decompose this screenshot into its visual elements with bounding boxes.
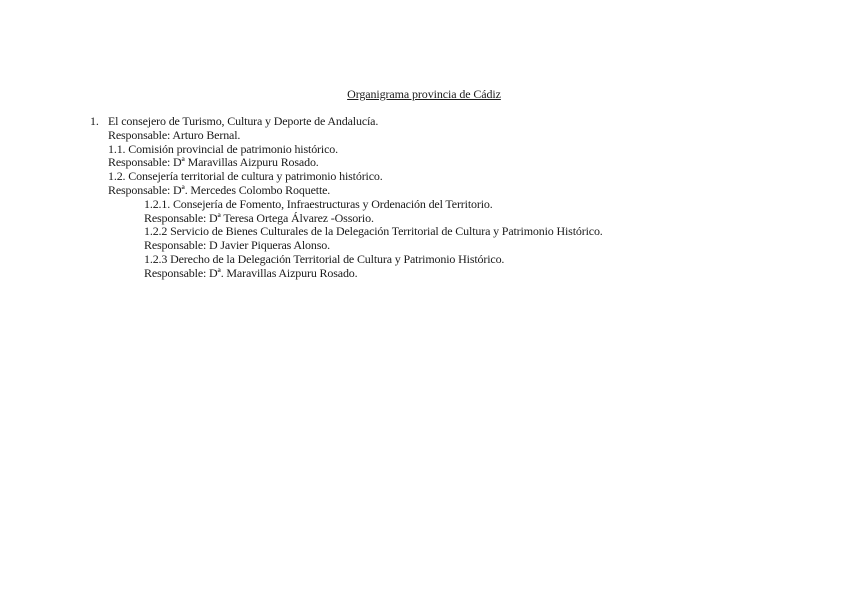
outline-item-1-2-responsable: Responsable: Dª. Mercedes Colombo Roquette. bbox=[108, 182, 331, 197]
outline-item-1-1: 1.1. Comisión provincial de patrimonio histórico. bbox=[108, 141, 338, 156]
org-chart-outline bbox=[90, 115, 603, 281]
outline-item-1-2-1: 1.2.1. Consejería de Fomento, Infraestructuras y Ordenación del Territorio. bbox=[144, 196, 493, 211]
outline-item-1-1-responsable: Responsable: Dª Maravillas Aizpuru Rosado. bbox=[108, 155, 319, 170]
outline-item-1-responsable: Responsable: Arturo Bernal. bbox=[108, 127, 241, 142]
outline-item-1-text: El consejero de Turismo, Cultura y Deporte de Andalucía. bbox=[108, 114, 379, 128]
outline-item-1-2-2: 1.2.2 Servicio de Bienes Culturales de la Delegación Territorial de Cultura y Patrimonio Histórico. bbox=[144, 224, 603, 239]
outline-item-1 bbox=[90, 115, 603, 129]
outline-item-1-2-1-responsable: Responsable: Dª Teresa Ortega Álvarez -Ossorio. bbox=[144, 210, 374, 225]
document-title: Organigrama provincia de Cádiz bbox=[347, 87, 501, 101]
outline-item-1-2-3-responsable: Responsable: Dª. Maravillas Aizpuru Rosado. bbox=[144, 265, 358, 280]
outline-item-1-2: 1.2. Consejería territorial de cultura y patrimonio histórico. bbox=[108, 169, 383, 184]
outline-item-1-2-2-responsable: Responsable: D Javier Piqueras Alonso. bbox=[144, 238, 330, 253]
outline-number: 1. bbox=[90, 114, 99, 128]
outline-item-1-2-3: 1.2.3 Derecho de la Delegación Territorial de Cultura y Patrimonio Histórico. bbox=[144, 251, 505, 266]
